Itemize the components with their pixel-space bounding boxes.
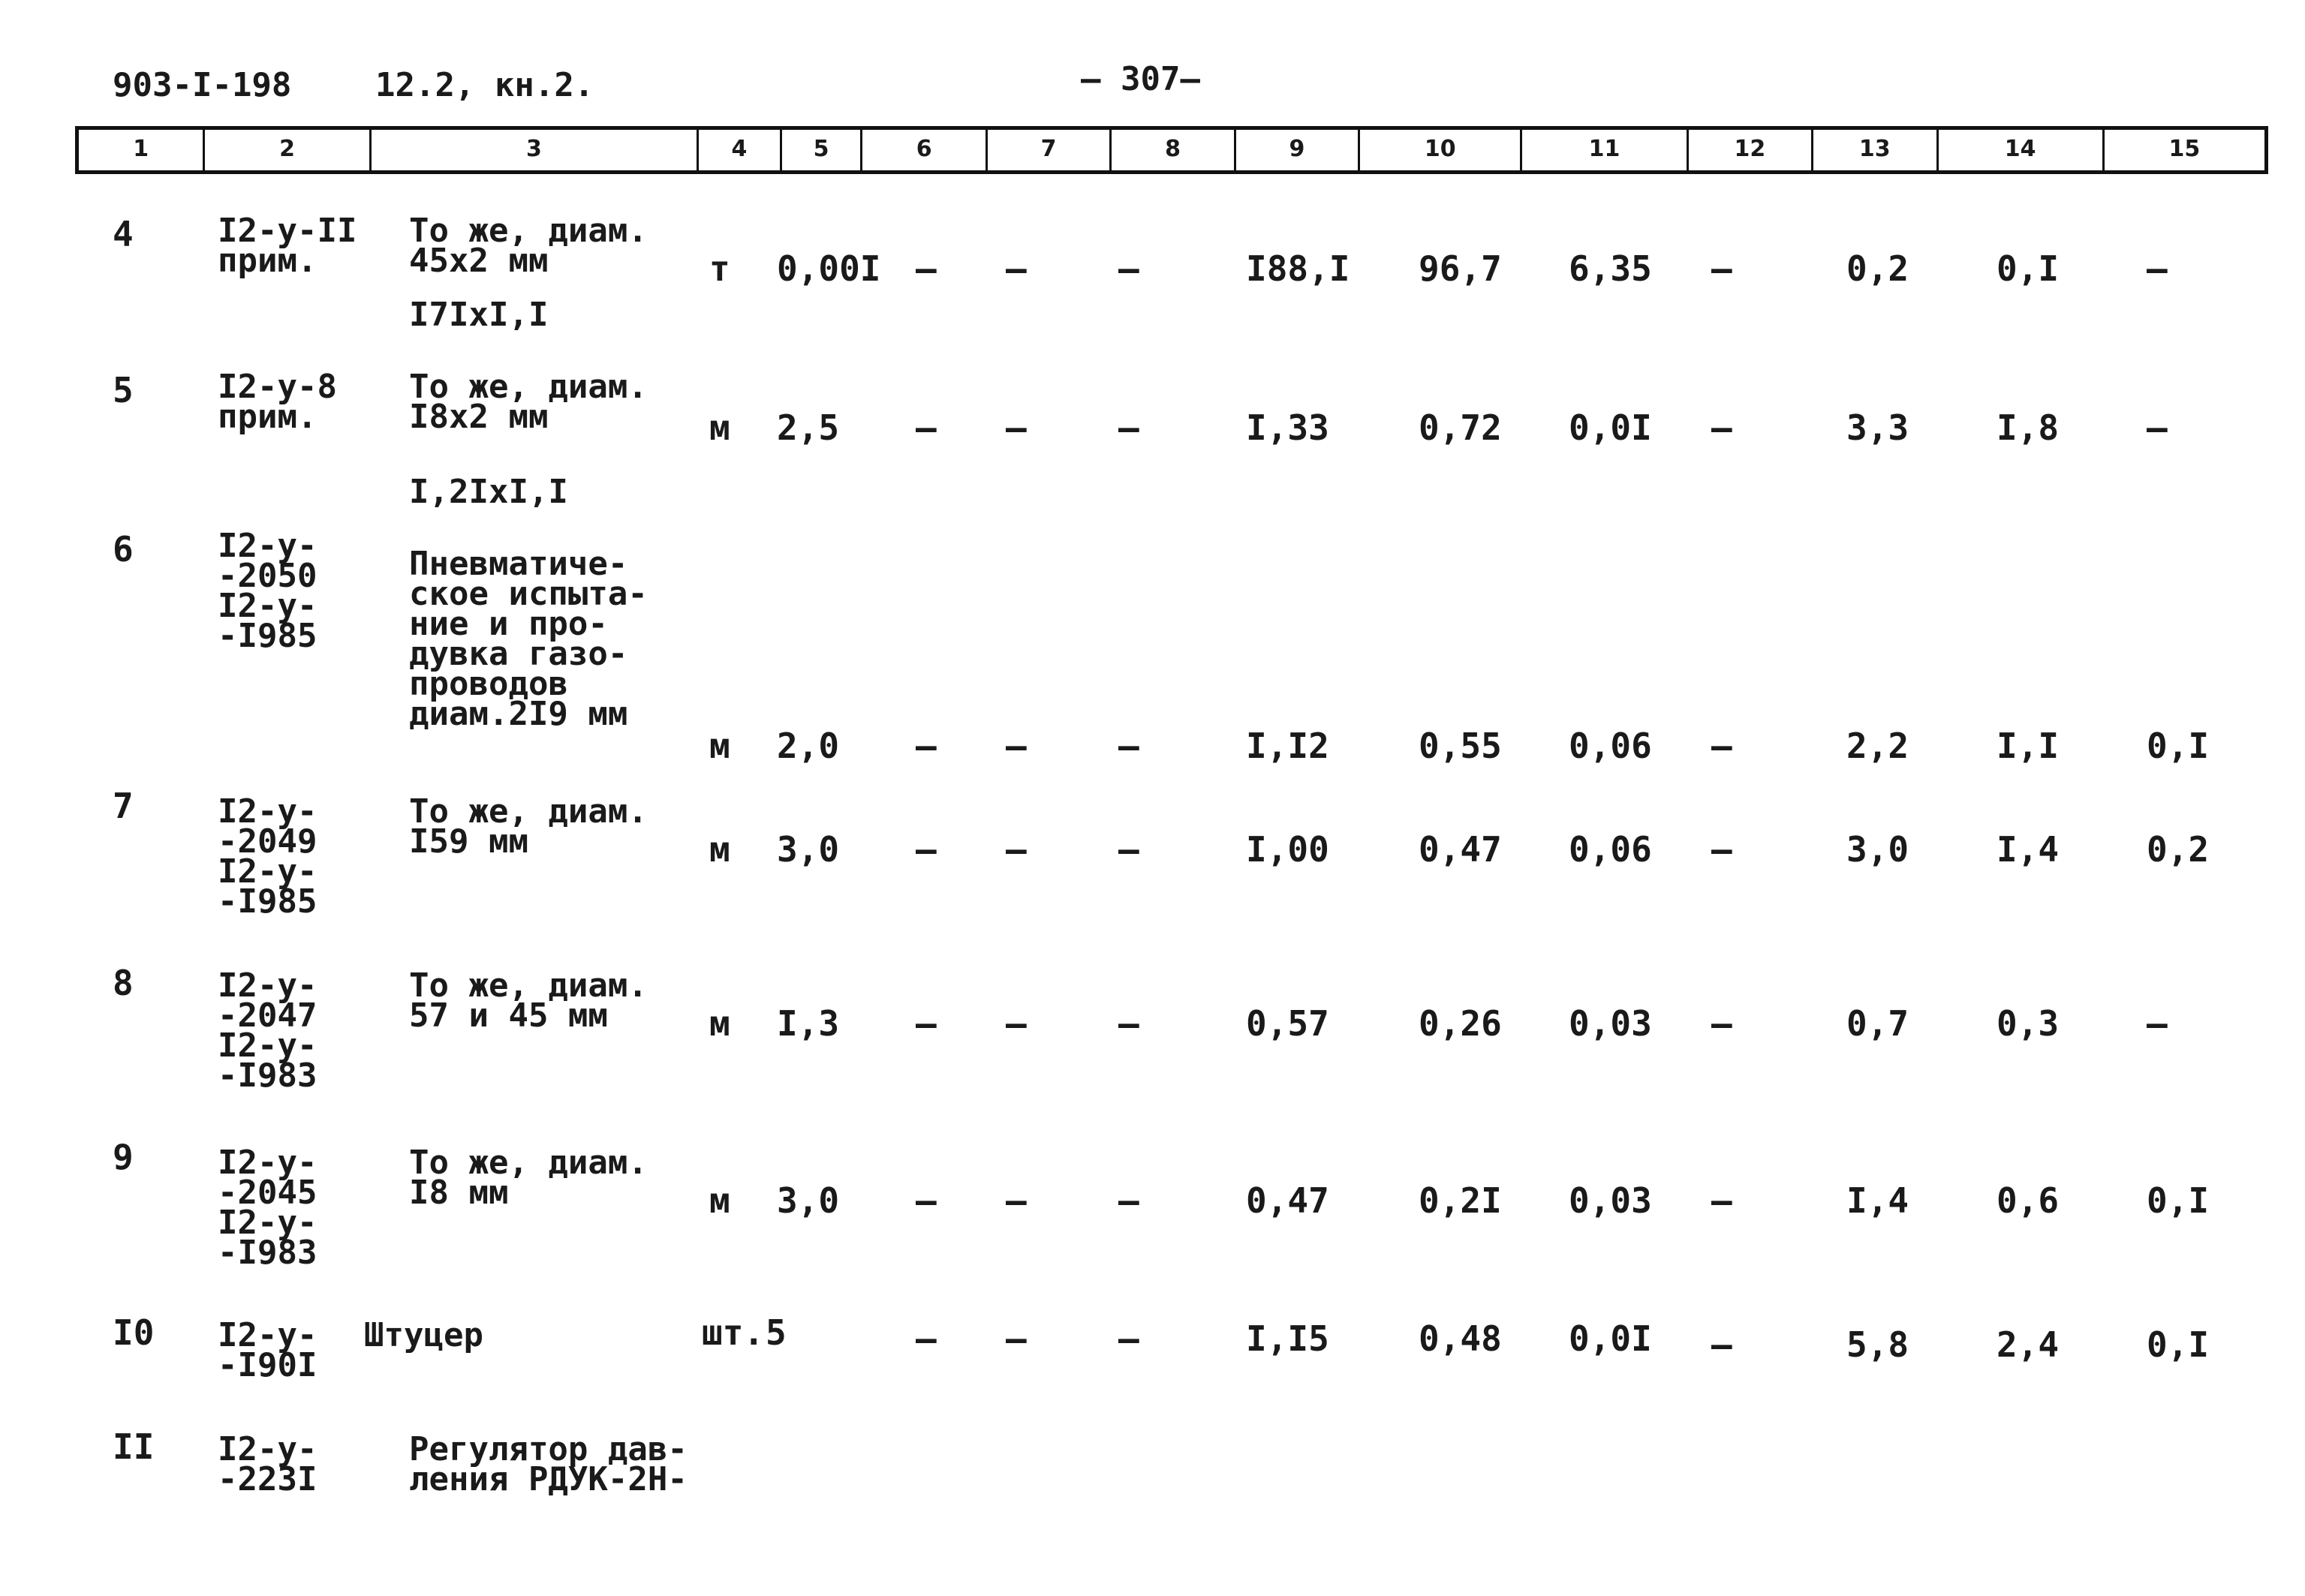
col-14-value: 0,6 — [1997, 1180, 2060, 1221]
col-9-value: I,33 — [1246, 407, 1329, 448]
rate-code: I2-у- -2049 I2-у- -I985 — [218, 792, 317, 921]
col-7-value: – — [1006, 1003, 1027, 1044]
col-7-value: – — [1006, 1180, 1027, 1221]
col-10-value: 0,47 — [1419, 829, 1502, 870]
quantity: 3,0 — [777, 829, 840, 870]
column-number: 15 — [2102, 130, 2264, 170]
rate-code: I2-у- -I90I — [218, 1316, 317, 1384]
col-12-value: – — [1711, 1324, 1732, 1365]
quantity: 5 — [766, 1312, 787, 1353]
col-14-value: I,4 — [1997, 829, 2060, 870]
work-description: Регулятор дав- ления РДУК-2Н- — [409, 1430, 688, 1498]
row-number: 9 — [113, 1137, 134, 1177]
rate-code: I2-у- -2047 I2-у- -I983 — [218, 966, 317, 1095]
column-number: 12 — [1687, 130, 1811, 170]
col-13-value: 0,2 — [1846, 248, 1909, 289]
col-6-value: – — [916, 407, 937, 448]
col-7-value: – — [1006, 726, 1027, 766]
col-15-value: 0,2 — [2147, 829, 2210, 870]
row-number: 8 — [113, 963, 134, 1003]
column-number: 9 — [1234, 130, 1358, 170]
unit: т — [709, 248, 730, 289]
rate-code: I2-у- -2050 I2-у- -I985 — [218, 527, 317, 655]
col-11-value: 0,03 — [1569, 1180, 1652, 1221]
col-6-value: – — [916, 829, 937, 870]
col-15-value: – — [2147, 248, 2168, 289]
col-13-value: 0,7 — [1846, 1003, 1909, 1044]
row-number: I0 — [113, 1312, 155, 1353]
unit: м — [709, 726, 730, 766]
col-12-value: – — [1711, 1180, 1732, 1221]
col-7-value: – — [1006, 1318, 1027, 1359]
album-reference: 12.2, кн.2. — [375, 66, 594, 104]
col-6-value: – — [916, 1003, 937, 1044]
quantity: 2,5 — [777, 407, 840, 448]
col-8-value: – — [1118, 407, 1139, 448]
col-12-value: – — [1711, 248, 1732, 289]
col-11-value: 0,0I — [1569, 407, 1652, 448]
col-13-value: 2,2 — [1846, 726, 1909, 766]
col-8-value: – — [1118, 1318, 1139, 1359]
row-number: 6 — [113, 529, 134, 570]
row-number: 5 — [113, 370, 134, 410]
unit: м — [709, 829, 730, 870]
rate-code: I2-у-8 прим. — [218, 368, 337, 436]
quantity: 2,0 — [777, 726, 840, 766]
col-10-value: 0,72 — [1419, 407, 1502, 448]
row-number: II — [113, 1426, 155, 1467]
work-description: Пневматиче- ское испыта- ние и про- дувка газо- проводов диам.2I9 мм — [409, 545, 648, 733]
column-number: 2 — [203, 130, 369, 170]
col-10-value: 96,7 — [1419, 248, 1502, 289]
col-10-value: 0,2I — [1419, 1180, 1502, 1221]
col-6-value: – — [916, 1318, 937, 1359]
page-number: — 307— — [1081, 60, 1200, 98]
column-number: 10 — [1358, 130, 1520, 170]
column-number: 1 — [133, 136, 149, 162]
col-10-value: 0,48 — [1419, 1318, 1502, 1359]
col-11-value: 0,06 — [1569, 829, 1652, 870]
work-description: То же, диам. I8х2 мм — [409, 368, 648, 436]
col-7-value: – — [1006, 248, 1027, 289]
col-15-value: 0,I — [2147, 1324, 2210, 1365]
col-12-value: – — [1711, 829, 1732, 870]
col-14-value: 2,4 — [1997, 1324, 2060, 1365]
col-8-value: – — [1118, 248, 1139, 289]
unit: м — [709, 1003, 730, 1044]
col-6-value: – — [916, 248, 937, 289]
quantity: 3,0 — [777, 1180, 840, 1221]
col-11-value: 0,0I — [1569, 1318, 1652, 1359]
col-11-value: 0,03 — [1569, 1003, 1652, 1044]
col-12-value: – — [1711, 1003, 1732, 1044]
col-10-value: 0,55 — [1419, 726, 1502, 766]
col-13-value: 5,8 — [1846, 1324, 1909, 1365]
rate-code: I2-у- -2045 I2-у- -I983 — [218, 1144, 317, 1272]
col-14-value: I,8 — [1997, 407, 2060, 448]
row-number: 4 — [113, 214, 134, 254]
col-9-value: I,I2 — [1246, 726, 1329, 766]
col-8-value: – — [1118, 1003, 1139, 1044]
col-8-value: – — [1118, 1180, 1139, 1221]
unit: шт. — [702, 1312, 765, 1353]
quantity: I,3 — [777, 1003, 840, 1044]
quantity: 0,00I — [777, 248, 881, 289]
work-description: То же, диам. 45х2 мм — [409, 212, 648, 280]
column-number: 13 — [1811, 130, 1936, 170]
col-6-value: – — [916, 1180, 937, 1221]
col-9-value: I,I5 — [1246, 1318, 1329, 1359]
work-description: То же, диам. 57 и 45 мм — [409, 966, 648, 1035]
col-8-value: – — [1118, 726, 1139, 766]
col-9-value: I,00 — [1246, 829, 1329, 870]
row-number: 7 — [113, 786, 134, 826]
col-14-value: 0,I — [1997, 248, 2060, 289]
work-description: То же, диам. I59 мм — [409, 792, 648, 861]
col-11-value: 0,06 — [1569, 726, 1652, 766]
column-number: 7 — [985, 130, 1109, 170]
col-13-value: 3,3 — [1846, 407, 1909, 448]
unit: м — [709, 407, 730, 448]
col-15-value: 0,I — [2147, 726, 2210, 766]
col-14-value: I,I — [1997, 726, 2060, 766]
column-number: 11 — [1520, 130, 1686, 170]
work-description: Штуцер — [364, 1316, 483, 1354]
column-number: 3 — [369, 130, 697, 170]
col-9-value: 0,57 — [1246, 1003, 1329, 1044]
rate-code: I2-у- -223I — [218, 1430, 317, 1498]
work-dimension: I,2IхI,I — [409, 473, 568, 511]
rate-code: I2-у-II прим. — [218, 212, 357, 280]
col-10-value: 0,26 — [1419, 1003, 1502, 1044]
col-9-value: I88,I — [1246, 248, 1350, 289]
col-14-value: 0,3 — [1997, 1003, 2060, 1044]
column-number: 14 — [1936, 130, 2102, 170]
col-15-value: – — [2147, 1003, 2168, 1044]
column-number: 8 — [1109, 130, 1233, 170]
work-description: То же, диам. I8 мм — [409, 1144, 648, 1212]
column-number: 6 — [860, 130, 985, 170]
column-number: 4 — [697, 130, 780, 170]
work-dimension: I7IхI,I — [409, 296, 549, 334]
col-8-value: – — [1118, 829, 1139, 870]
col-7-value: – — [1006, 829, 1027, 870]
col-6-value: – — [916, 726, 937, 766]
col-13-value: 3,0 — [1846, 829, 1909, 870]
col-12-value: – — [1711, 407, 1732, 448]
col-11-value: 6,35 — [1569, 248, 1652, 289]
column-number-row — [75, 126, 2268, 174]
col-12-value: – — [1711, 726, 1732, 766]
col-15-value: – — [2147, 407, 2168, 448]
col-15-value: 0,I — [2147, 1180, 2210, 1221]
document-code: 903-I-198 — [113, 66, 292, 104]
col-7-value: – — [1006, 407, 1027, 448]
col-13-value: I,4 — [1846, 1180, 1909, 1221]
unit: м — [709, 1180, 730, 1221]
column-number: 5 — [780, 130, 861, 170]
col-9-value: 0,47 — [1246, 1180, 1329, 1221]
